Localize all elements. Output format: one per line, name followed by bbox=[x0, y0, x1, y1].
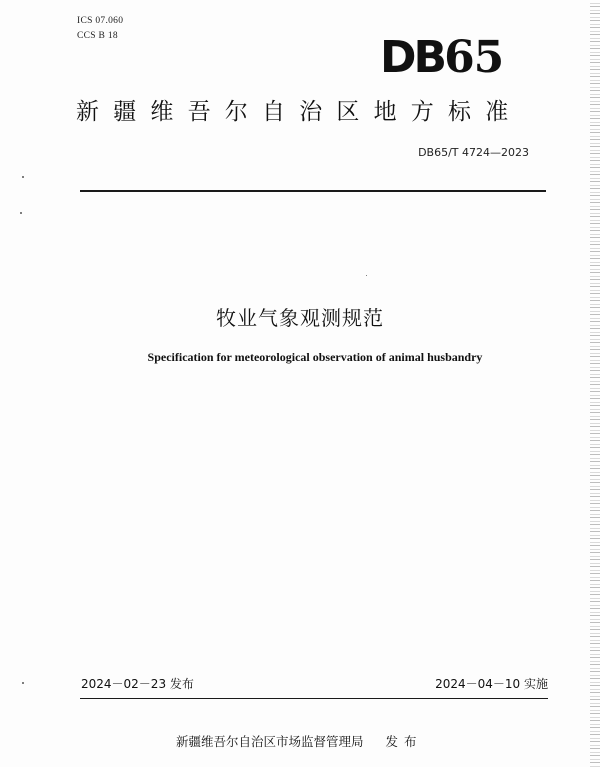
scan-speck bbox=[366, 275, 367, 276]
scan-edge bbox=[590, 0, 600, 767]
logo-prefix: DB bbox=[380, 32, 445, 83]
db65-logo bbox=[380, 34, 503, 82]
issuer-line bbox=[176, 732, 423, 750]
standard-category: 新疆维吾尔自治区地方标准 bbox=[76, 99, 523, 125]
implement-date: 2024－04－10 实施 bbox=[435, 677, 548, 691]
scan-speck bbox=[22, 682, 24, 684]
standard-code: DB65/T 4724—2023 bbox=[418, 146, 529, 159]
issuer-action: 发布 bbox=[385, 734, 423, 749]
issuer-name: 新疆维吾尔自治区市场监督管理局 bbox=[176, 734, 364, 749]
ics-code: ICS 07.060 bbox=[77, 16, 124, 26]
bottom-divider bbox=[80, 698, 548, 699]
scan-speck bbox=[20, 212, 22, 214]
logo-number: 65 bbox=[444, 32, 504, 83]
chinese-title: 牧业气象观测规范 bbox=[216, 306, 384, 330]
english-title: Specification for meteorological observation of animal husbandry bbox=[147, 350, 483, 364]
top-divider bbox=[80, 190, 546, 192]
publish-date: 2024－02－23 发布 bbox=[81, 677, 194, 691]
scan-speck bbox=[22, 176, 24, 178]
ccs-code: CCS B 18 bbox=[77, 31, 118, 41]
